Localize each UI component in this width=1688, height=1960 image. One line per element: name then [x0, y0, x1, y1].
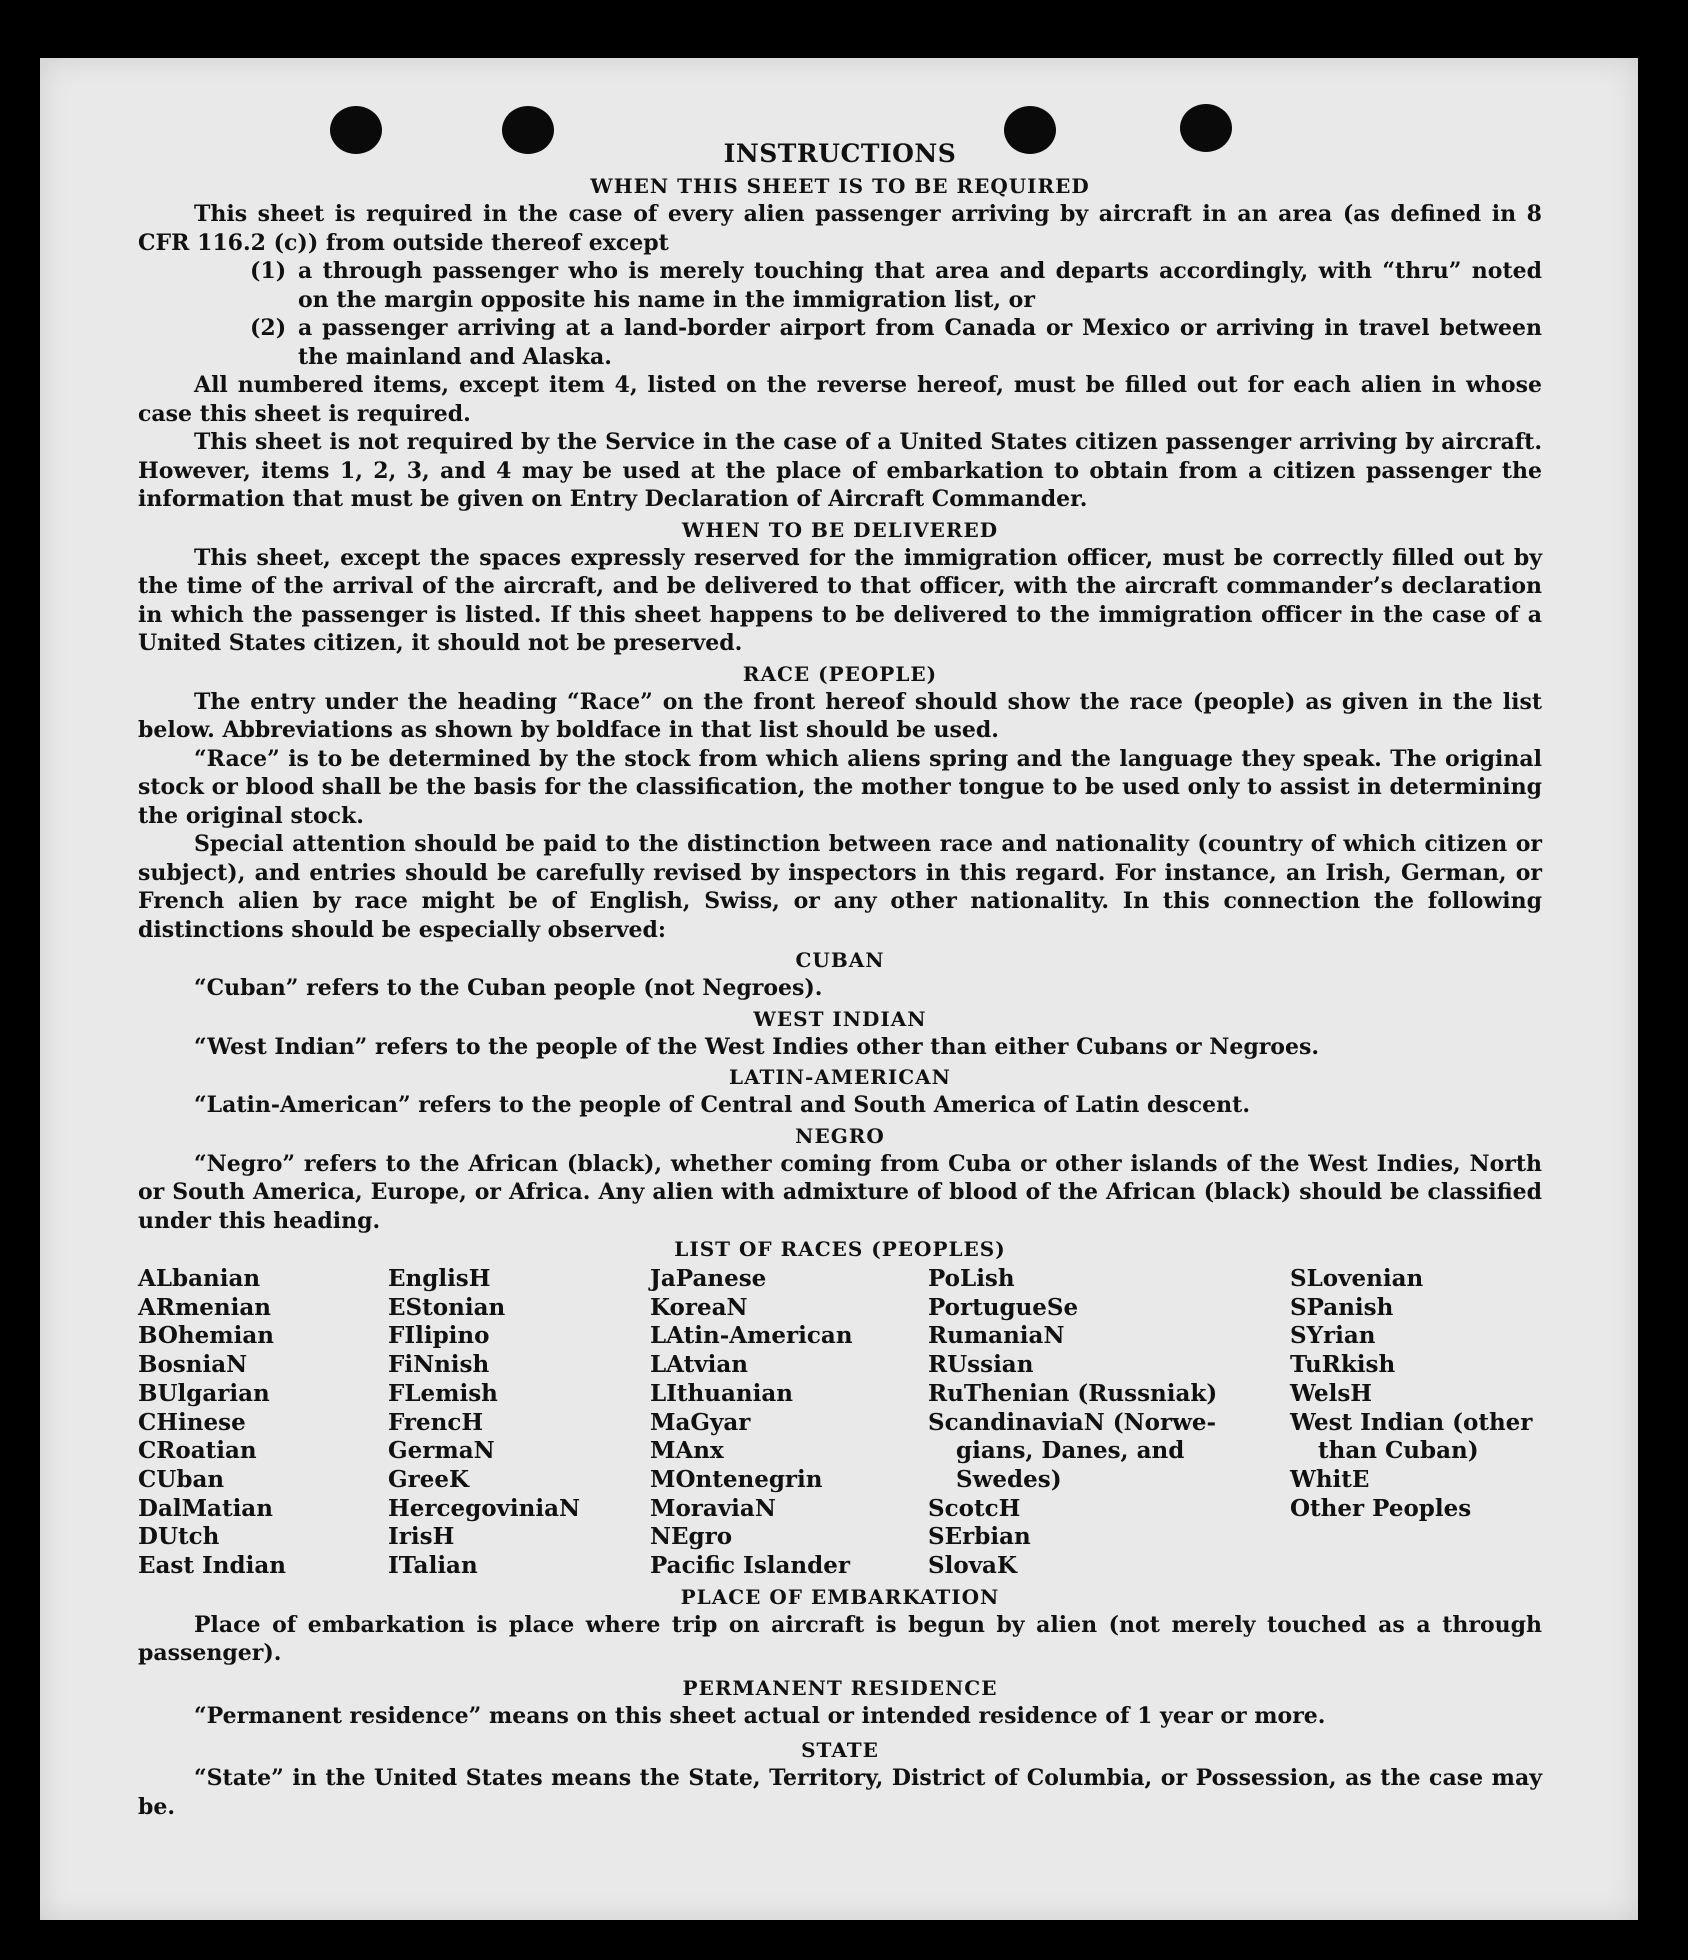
- exception-text: a through passenger who is merely touching that area and departs accordingly, with “thru” noted on the margin opposite his name in the immigration list, or: [298, 258, 1542, 313]
- race-entry: BOhemian: [138, 1322, 274, 1350]
- race-entry: RumaniaN: [928, 1322, 1065, 1350]
- heading-cuban: CUBAN: [795, 948, 885, 972]
- heading-state: STATE: [801, 1738, 879, 1763]
- race-entry: SlovaK: [928, 1552, 1017, 1580]
- race-entry: SYrian: [1290, 1322, 1376, 1350]
- race-entry: CUban: [138, 1465, 225, 1493]
- race-para1: The entry under the heading “Race” on the front hereof should show the race (people) as given in the list below. Abbreviations as shown by boldface in that list should be used.: [138, 688, 1542, 743]
- races-column-4: [928, 1265, 1290, 1581]
- race-entry: East Indian: [138, 1552, 286, 1580]
- heading-list-of-races: LIST OF RACES (PEOPLES): [674, 1237, 1006, 1261]
- race-entry: MoraviaN: [650, 1494, 776, 1522]
- race-entry: LIthuanian: [650, 1379, 793, 1407]
- exception-item: [250, 314, 1542, 371]
- embarkation-text: Place of embarkation is place where trip on aircraft is begun by alien (not merely touched as a through passenger).: [138, 1611, 1542, 1667]
- race-entry-continued: Swedes): [956, 1465, 1062, 1493]
- race-entry: LAtin-American: [650, 1322, 853, 1350]
- race-entry: BUlgarian: [138, 1379, 270, 1407]
- race-entry: ITalian: [388, 1552, 478, 1580]
- permanent-residence-text: “Permanent residence” means on this sheet actual or intended residence of 1 year or more.: [194, 1702, 1326, 1729]
- race-entry: FiNnish: [388, 1351, 490, 1379]
- race-entry: MOntenegrin: [650, 1465, 823, 1493]
- race-entry: GreeK: [388, 1465, 470, 1493]
- races-column-1: [138, 1265, 388, 1581]
- race-entry-continued: than Cuban): [1318, 1437, 1479, 1465]
- race-entry: ARmenian: [138, 1293, 272, 1321]
- race-entry: FIlipino: [388, 1322, 490, 1350]
- latin-american-text: “Latin-American” refers to the people of Central and South America of Latin descent.: [194, 1092, 1250, 1118]
- race-entry: KoreaN: [650, 1293, 748, 1321]
- race-entry: SPanish: [1290, 1293, 1394, 1321]
- race-entry: CRoatian: [138, 1437, 257, 1465]
- race-entry: ALbanian: [138, 1265, 261, 1292]
- document-sheet: [40, 58, 1638, 1920]
- race-entry: TuRkish: [1290, 1351, 1396, 1379]
- when-required-para2: All numbered items, except item 4, listed on the reverse hereof, must be filled out for each alien in whose case this sheet is required.: [138, 372, 1542, 427]
- race-entry: RUssian: [928, 1351, 1034, 1379]
- heading-latin-american: LATIN-AMERICAN: [729, 1065, 951, 1089]
- when-required-para3: This sheet is not required by the Service in the case of a United States citizen passenger arriving by aircraft. However, items 1, 2, 3, and 4 may be used at the place of embarkation to obtain from a citizen passenger the information that must be given on Entry Declaration of Aircraft Commander.: [138, 429, 1542, 512]
- race-entry: RuThenian (Russniak): [928, 1379, 1218, 1407]
- race-para3: Special attention should be paid to the distinction between race and nationality (country of which citizen or subject), and entries should be carefully revised by inspectors in this regard. For instance, an Irish, German, or French alien by race might be of English, Swiss, or any other nationality. In this connection the following distinctions should be especially observed:: [138, 831, 1542, 943]
- race-entry: EnglisH: [388, 1265, 491, 1292]
- heading-negro: NEGRO: [795, 1123, 885, 1148]
- races-list: [138, 1265, 1542, 1581]
- instructions-content: [138, 138, 1542, 1821]
- race-entry: SErbian: [928, 1523, 1031, 1551]
- race-entry: IrisH: [388, 1523, 455, 1551]
- race-entry: SLovenian: [1290, 1265, 1424, 1292]
- exception-item: [250, 257, 1542, 314]
- state-text: “State” in the United States means the State, Territory, District of Columbia, or Possession, as the case may be.: [138, 1765, 1542, 1820]
- page-title: INSTRUCTIONS: [723, 139, 957, 168]
- race-entry: PortugueSe: [928, 1293, 1079, 1321]
- heading-embarkation: PLACE OF EMBARKATION: [680, 1584, 1000, 1609]
- race-entry: FLemish: [388, 1379, 498, 1407]
- race-entry: West Indian (other: [1290, 1408, 1533, 1436]
- exception-number: (1): [250, 258, 287, 284]
- when-required-intro: This sheet is required in the case of every alien passenger arriving by aircraft in an area (as defined in 8 CFR 116.2 (c)) from outside thereof except: [138, 201, 1542, 256]
- west-indian-text: “West Indian” refers to the people of the West Indies other than either Cubans or Negroes.: [194, 1033, 1320, 1060]
- cuban-text: “Cuban” refers to the Cuban people (not Negroes).: [194, 975, 823, 1001]
- race-entry: BosniaN: [138, 1351, 248, 1379]
- race-entry: CHinese: [138, 1408, 246, 1436]
- race-entry: Other Peoples: [1290, 1494, 1472, 1522]
- race-entry: MaGyar: [650, 1408, 751, 1436]
- race-entry: ScotcH: [928, 1494, 1021, 1522]
- race-entry: WhitE: [1290, 1465, 1370, 1493]
- heading-permanent-residence: PERMANENT RESIDENCE: [682, 1675, 998, 1700]
- race-entry: NEgro: [650, 1523, 733, 1551]
- race-entry: EStonian: [388, 1293, 506, 1321]
- races-column-2: [388, 1265, 650, 1581]
- race-entry: MAnx: [650, 1437, 724, 1465]
- race-entry-continued: gians, Danes, and: [956, 1437, 1185, 1465]
- races-column-3: [650, 1265, 928, 1581]
- race-entry: FrencH: [388, 1408, 484, 1436]
- race-entry: GermaN: [388, 1437, 495, 1465]
- race-entry: LAtvian: [650, 1351, 748, 1379]
- race-entry: HercegoviniaN: [388, 1494, 581, 1522]
- race-entry: PoLish: [928, 1265, 1015, 1292]
- heading-race: RACE (PEOPLE): [742, 661, 938, 686]
- race-para2: “Race” is to be determined by the stock from which aliens spring and the language they speak. The original stock or blood shall be the basis for the classification, the mother tongue to be used only to assist in determining the original stock.: [138, 745, 1542, 829]
- races-column-5: [1290, 1265, 1540, 1581]
- race-entry: DUtch: [138, 1523, 220, 1551]
- race-entry: ScandinaviaN (Norwe-: [928, 1408, 1217, 1436]
- race-entry: WelsH: [1290, 1379, 1373, 1407]
- exception-number: (2): [250, 315, 287, 341]
- heading-when-delivered: WHEN TO BE DELIVERED: [681, 517, 999, 542]
- when-delivered-text: This sheet, except the spaces expressly reserved for the immigration officer, must be correctly filled out by the time of the arrival of the aircraft, and be delivered to that officer, with the aircraft commander’s declaration in which the passenger is listed. If this sheet happens to be delivered to the immigration officer in the case of a United States citizen, it should not be preserved.: [138, 544, 1542, 656]
- race-entry: JaPanese: [650, 1265, 767, 1292]
- heading-west-indian: WEST INDIAN: [753, 1006, 927, 1031]
- race-entry: Pacific Islander: [650, 1552, 850, 1580]
- negro-text: “Negro” refers to the African (black), whether coming from Cuba or other islands of the West Indies, North or South America, Europe, or Africa. Any alien with admixture of blood of the African (black) should be classified under this heading.: [138, 1150, 1542, 1234]
- race-entry: DalMatian: [138, 1494, 273, 1522]
- heading-when-required: WHEN THIS SHEET IS TO BE REQUIRED: [590, 174, 1090, 198]
- exception-text: a passenger arriving at a land-border airport from Canada or Mexico or arriving in travel between the mainland and Alaska.: [298, 315, 1542, 370]
